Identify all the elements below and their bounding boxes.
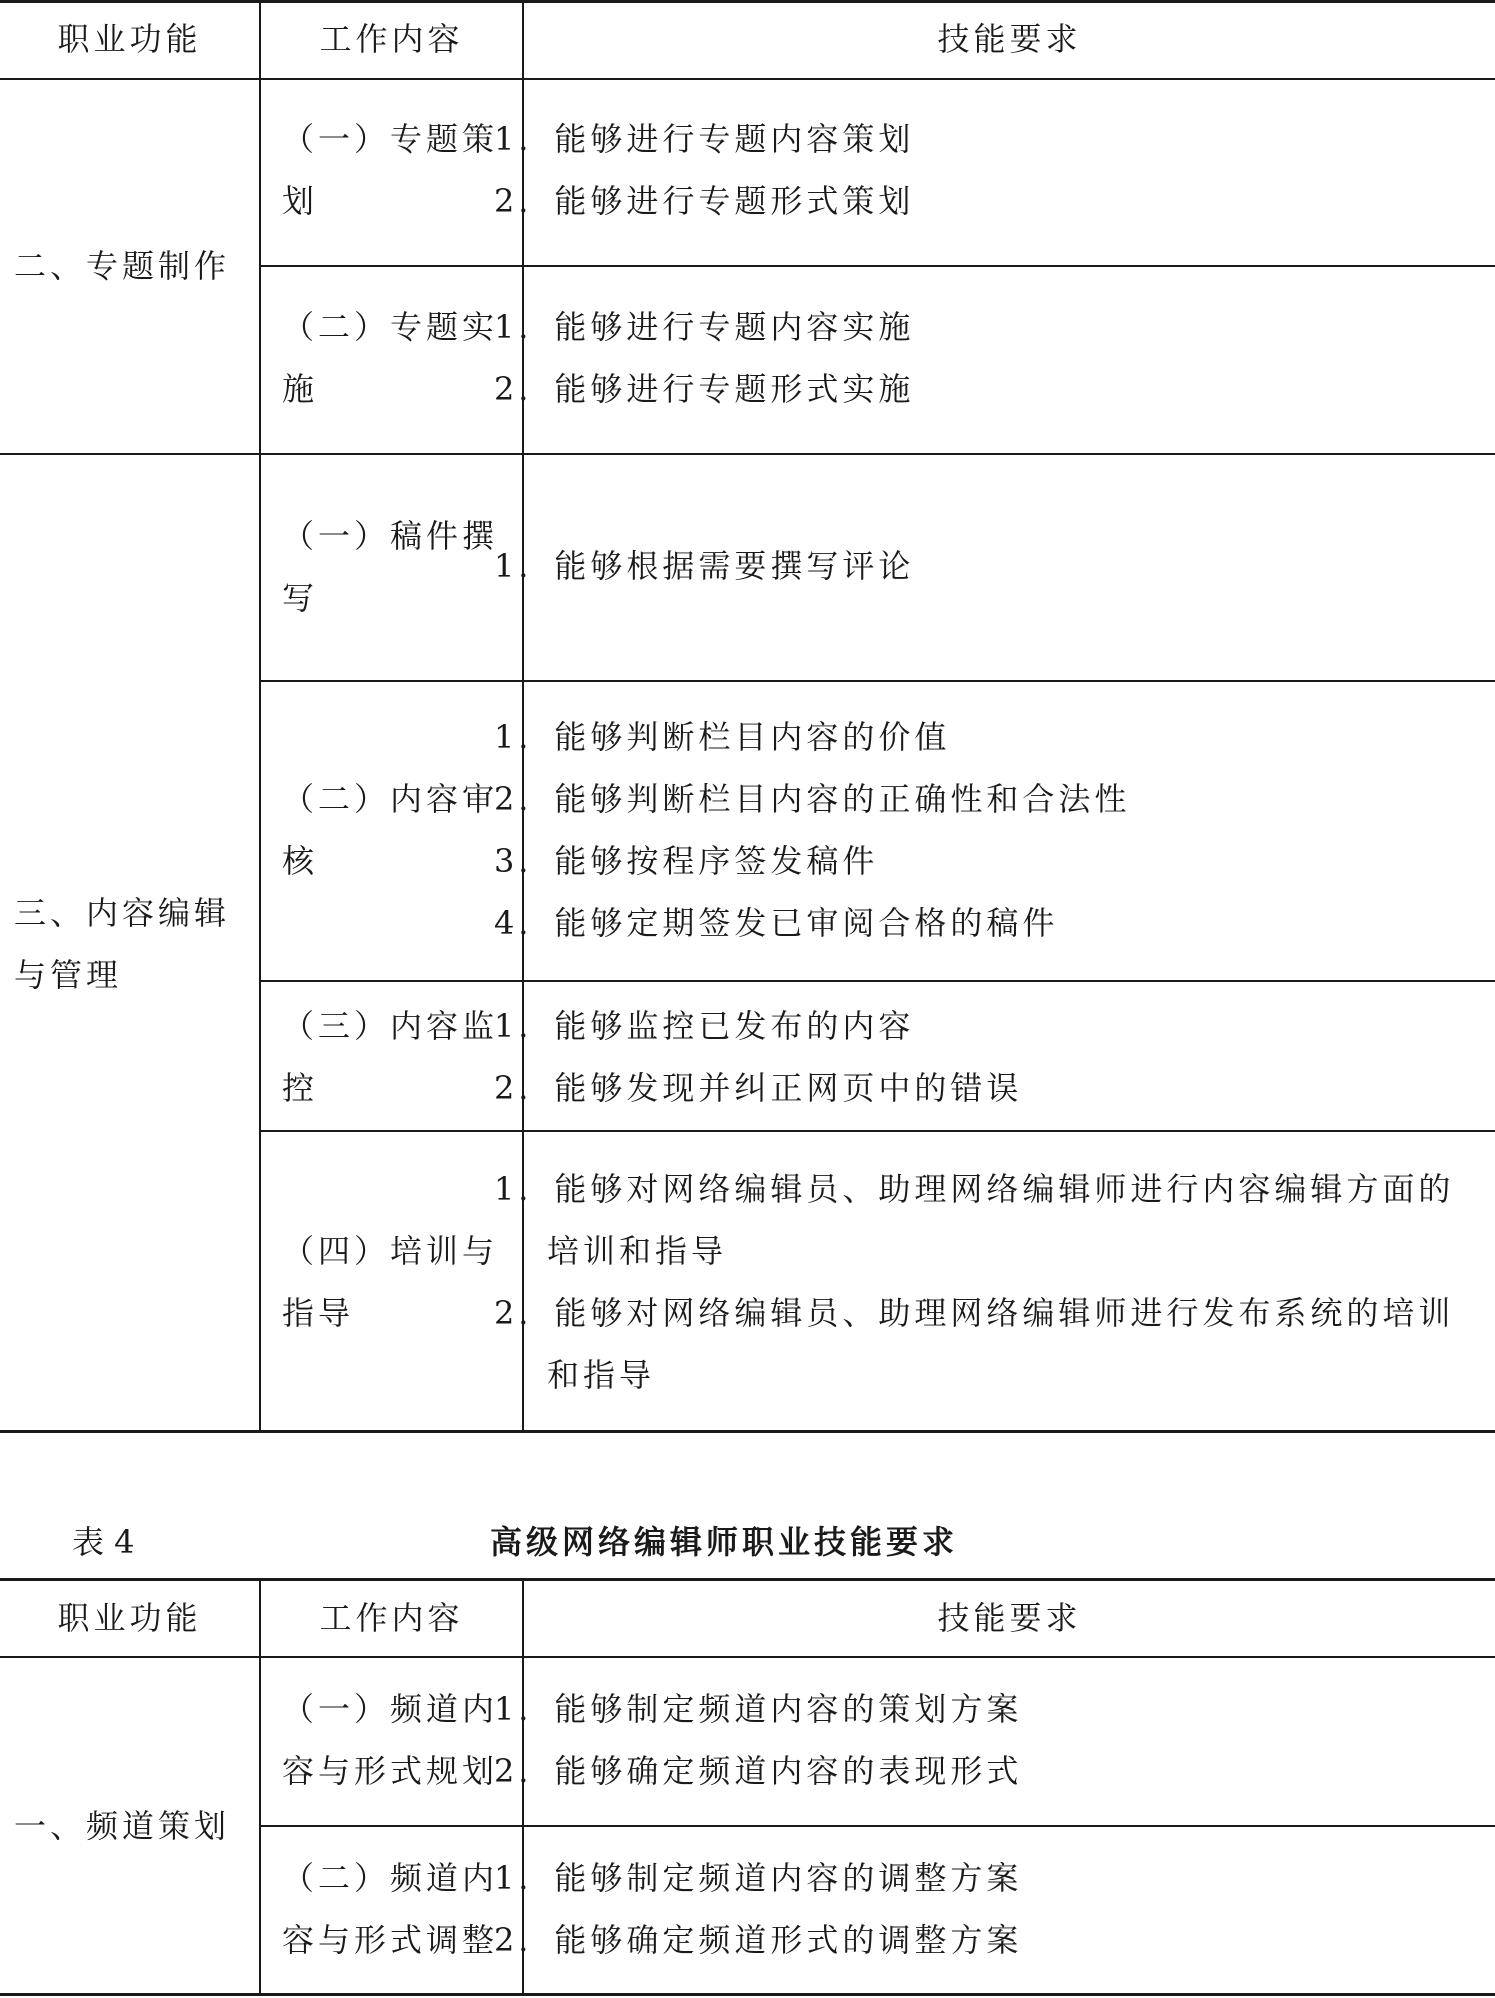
skills-cell [494, 1847, 1487, 1971]
skill-item: 2．能够确定频道内容的表现形式 [494, 1752, 1023, 1790]
skill-item: 1．能够进行专题内容策划 [494, 120, 915, 158]
header-skills: 技能要求 [937, 1599, 1082, 1637]
skill-item: 2．能够判断栏目内容的正确性和合法性 [494, 780, 1131, 818]
skill-item: 2．能够发现并纠正网页中的错误 [494, 1069, 1023, 1107]
content-cell: （一）稿件撰写 [282, 517, 499, 617]
skills-cell [494, 1158, 1487, 1406]
header-skills: 技能要求 [937, 20, 1082, 58]
table-top-rule [0, 1578, 1495, 1581]
header-rule [0, 78, 1495, 80]
row-rule [260, 1825, 1495, 1827]
skill-item: 4．能够定期签发已审阅合格的稿件 [494, 904, 1059, 942]
header-function: 职业功能 [57, 20, 202, 58]
function-cell: 一、频道策划 [14, 1807, 231, 1845]
skill-item: 1．能够进行专题内容实施 [494, 308, 915, 346]
content-cell: （一）频道内容与形式规划 [282, 1690, 499, 1790]
header-rule [0, 1656, 1495, 1658]
skill-item: 2．能够对网络编辑员、助理网络编辑师进行发布系统的培训和指导 [494, 1294, 1455, 1394]
skill-item: 2．能够进行专题形式实施 [494, 370, 915, 408]
table-number: 表 4 [72, 1523, 135, 1561]
content-cell: （四）培训与指导 [282, 1232, 499, 1332]
skills-cell [494, 296, 1487, 420]
function-cell: 三、内容编辑与管理 [14, 894, 231, 994]
row-rule [260, 1130, 1495, 1132]
skill-item: 1．能够判断栏目内容的价值 [494, 718, 951, 756]
header-function: 职业功能 [57, 1599, 202, 1637]
skill-item: 3．能够按程序签发稿件 [494, 842, 879, 880]
row-rule [260, 980, 1495, 982]
content-cell: （二）频道内容与形式调整 [282, 1859, 499, 1959]
skills-cell [494, 706, 1487, 954]
skill-item: 2．能够进行专题形式策划 [494, 182, 915, 220]
skill-item: 2．能够确定频道形式的调整方案 [494, 1921, 1023, 1959]
function-cell: 二、专题制作 [14, 247, 231, 285]
skills-cell [494, 995, 1487, 1119]
table-bottom-rule [0, 1430, 1495, 1433]
skill-item: 1．能够制定频道内容的调整方案 [494, 1859, 1023, 1897]
header-content: 工作内容 [319, 1599, 464, 1637]
content-cell: （一）专题策划 [282, 120, 499, 220]
skills-cell [494, 108, 1487, 232]
skill-item: 1．能够制定频道内容的策划方案 [494, 1690, 1023, 1728]
skill-item: 1．能够根据需要撰写评论 [494, 547, 915, 585]
table-bottom-rule [0, 1993, 1495, 1996]
row-rule [260, 265, 1495, 267]
group-rule [0, 453, 1495, 455]
skills-cell [494, 535, 1487, 597]
table-top-rule [0, 0, 1495, 3]
skill-item: 1．能够对网络编辑员、助理网络编辑师进行内容编辑方面的培训和指导 [494, 1170, 1455, 1270]
header-content: 工作内容 [319, 20, 464, 58]
content-cell: （二）专题实施 [282, 308, 499, 408]
column-rule [259, 0, 261, 1432]
content-cell: （三）内容监控 [282, 1007, 499, 1107]
skills-cell [494, 1678, 1487, 1802]
table-title: 高级网络编辑师职业技能要求 [490, 1523, 959, 1561]
row-rule [260, 680, 1495, 682]
content-cell: （二）内容审核 [282, 780, 499, 880]
skill-item: 1．能够监控已发布的内容 [494, 1007, 915, 1045]
